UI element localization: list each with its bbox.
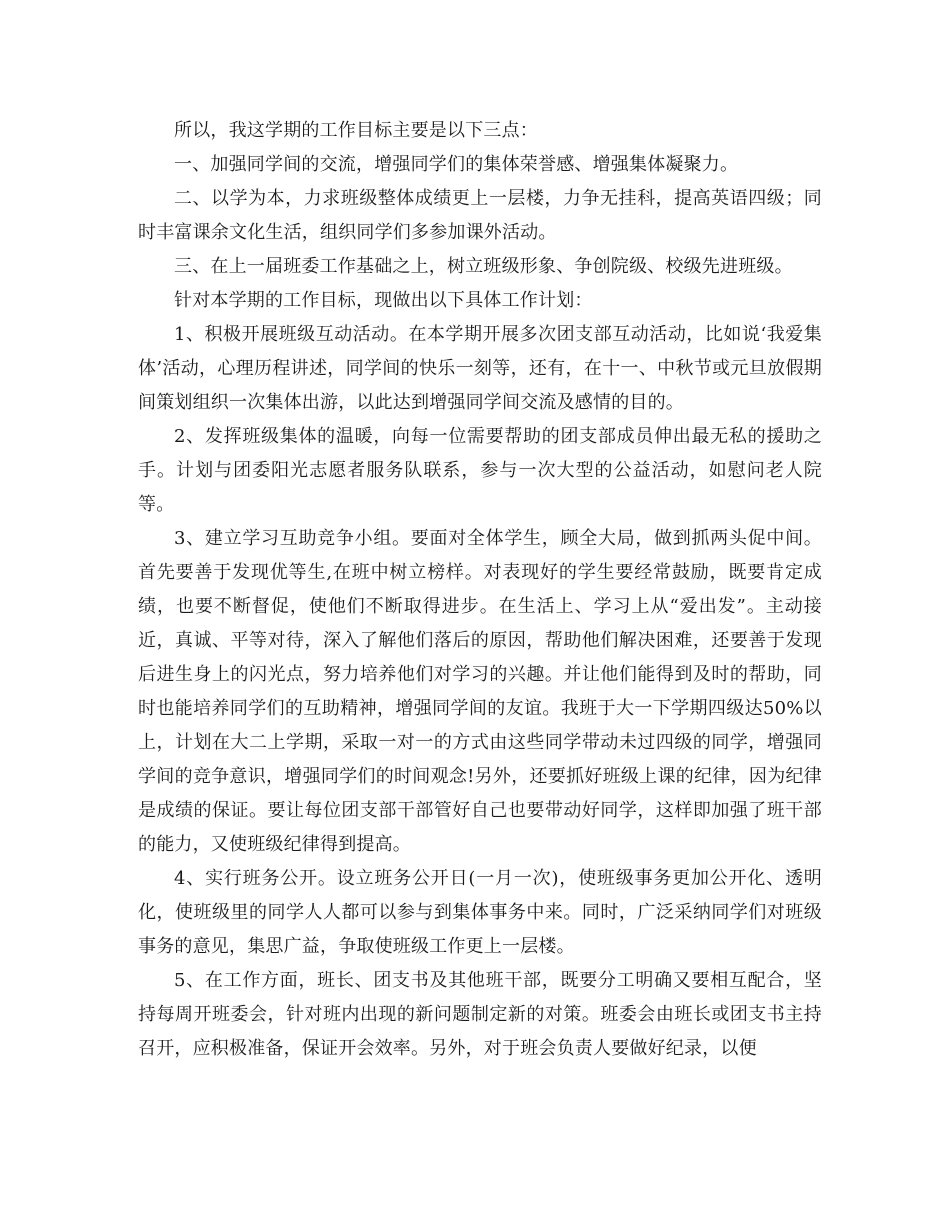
paragraph-plan-4: 4、实行班务公开。设立班务公开日(一月一次)，使班级事务更加公开化、透明化，使班级里的同学人人都可以参与到集体事务中来。同时，广泛采纳同学们对班级事务的意见，集思广益，争取使班级工作更上一层楼。 — [138, 868, 822, 957]
paragraph-intro: 所以，我这学期的工作目标主要是以下三点： — [174, 120, 538, 141]
paragraph-plan-1: 1、积极开展班级互动活动。在本学期开展多次团支部互动活动，比如说‘我爱集体’活动，心理历程讲述，同学间的快乐一刻等，还有，在十一、中秋节或元旦放假期间策划组织一次集体出游，以此达到增强同学间交流及感情的目的。 — [138, 324, 822, 413]
paragraph-plan-5: 5、在工作方面，班长、团支书及其他班干部，既要分工明确又要相互配合，坚持每周开班委会，针对班内出现的新问题制定新的对策。班委会由班长或团支书主持召开，应积极准备，保证开会效率。另外，对于班会负责人要做好纪录，以便 — [138, 970, 822, 1059]
paragraph-goal-2: 二、以学为本，力求班级整体成绩更上一层楼，力争无挂科，提高英语四级；同时丰富课余文化生活，组织同学们多参加课外活动。 — [138, 188, 822, 243]
document-body — [138, 114, 822, 1066]
paragraph-goal-3: 三、在上一届班委工作基础之上，树立班级形象、争创院级、校级先进班级。 — [174, 256, 793, 277]
paragraph-goal-1: 一、加强同学间的交流，增强同学们的集体荣誉感、增强集体凝聚力。 — [174, 154, 739, 175]
paragraph-plan-intro: 针对本学期的工作目标，现做出以下具体工作计划： — [174, 290, 593, 311]
paragraph-plan-3: 3、建立学习互助竞争小组。要面对全体学生，顾全大局，做到抓两头促中间。首先要善于发现优等生,在班中树立榜样。对表现好的学生要经常鼓励，既要肯定成绩，也要不断督促，使他们不断取得进步。在生活上、学习上从“爱出发”。主动接近，真诚、平等对待，深入了解他们落后的原因，帮助他们解决困难，还要善于发现后进生身上的闪光点，努力培养他们对学习的兴趣。并让他们能得到及时的帮助，同时也能培养同学们的互助精神，增强同学间的友谊。我班于大一下学期四级达50%以上，计划在大二上学期，采取一对一的方式由这些同学带动未过四级的同学，增强同学间的竞争意识，增强同学们的时间观念!另外，还要抓好班级上课的纪律，因为纪律是成绩的保证。要让每位团支部干部管好自己也要带动好同学，这样即加强了班干部的能力，又使班级纪律得到提高。 — [138, 528, 822, 855]
paragraph-plan-2: 2、发挥班级集体的温暖，向每一位需要帮助的团支部成员伸出最无私的援助之手。计划与团委阳光志愿者服务队联系，参与一次大型的公益活动，如慰问老人院等。 — [138, 426, 822, 515]
